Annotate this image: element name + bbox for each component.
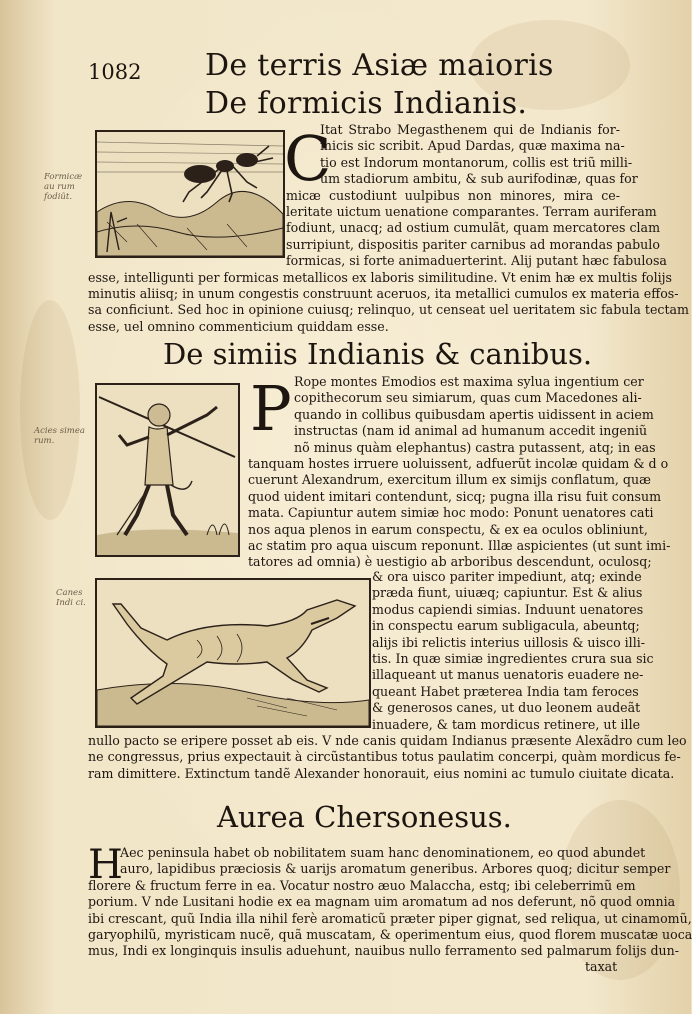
dog-woodcut	[95, 578, 371, 728]
dropcap-c: C	[284, 122, 332, 195]
text-line: ram dimittere. Extinctum tandẽ Alexander honorauit, eius nomini ac tumulo ciuitate dicata.	[88, 765, 675, 781]
dropcap-p: P	[250, 372, 292, 445]
text-line: cuerunt Alexandrum, exercitum illum ex simijs conflatum, quæ	[248, 472, 651, 488]
section-title-ants: De formicis Indianis.	[205, 86, 528, 121]
margin-note-ants: Formicæ au rum fodiũt.	[44, 172, 83, 202]
ape-woodcut	[95, 383, 240, 557]
dropcap-h: H	[88, 842, 123, 888]
text-line: auro, lapidibus præciosis & uarijs aromatum generibus. Arbores quoq; dicitur semper	[120, 861, 671, 877]
text-line: porium. V nde Lusitani hodie ex ea magnam uim aromatum ad nos deferunt, nõ quod omnia	[88, 894, 676, 910]
text-line: ac statim pro aqua uiscum reponunt. Illæ aspicientes (ut sunt imi-	[248, 538, 671, 553]
text-line: minutis aliisq; in unum congestis construunt aceruos, ita metallici cumulos ex materia effos-	[88, 286, 679, 301]
text-line: tis. In quæ simiæ ingredientes crura sua sic	[372, 651, 654, 666]
text-line: micis sic scribit. Apud Dardas, quæ maxima na-	[320, 138, 625, 154]
text-line: nõ minus quàm elephantus) castra putassent, atq; in eas	[294, 439, 656, 455]
text-line: modus capiendi simias. Induunt uenatores	[372, 601, 644, 617]
margin-note-dogs: Canes Indi ci.	[56, 588, 86, 608]
text-line: ne congressus, prius expectauit à circũstantibus totus paulatim concerpi, quàm mordicus fe-	[88, 749, 681, 765]
text-line: surripiunt, dispositis pariter carnibus ad morandas pabulo	[286, 236, 660, 252]
text-line: Rope montes Emodios est maxima sylua ingentium cer	[294, 374, 644, 389]
text-line: præda fiunt, uiuæq; capiuntur. Est & alius	[372, 585, 643, 601]
text-line: mata. Capiuntur autem simiæ hoc modo: Ponunt uenatores cati	[248, 505, 654, 521]
text-line: quod uident imitari contendunt, sicq; pugna illa risu fuit consum	[248, 488, 662, 504]
text-line: micæ custodiunt uulpibus non minores, mira ce-	[286, 187, 620, 203]
text-line: queant Habet præterea India tam feroces	[372, 683, 639, 699]
text-line: tanquam hostes irruere uoluissent, adfuerũt incolæ quidam & d o	[248, 456, 669, 471]
text-line: leritate uictum uenatione comparantes. Terram auriferam	[286, 204, 657, 219]
text-line: & ora uisco pariter impediunt, atq; exinde	[372, 569, 642, 584]
text-line: florere & fructum ferre in ea. Vocatur nostro æuo Malaccha, estq; ibi celeberrimũ em	[88, 877, 636, 893]
section-title-chersonese: Aurea Chersonesus.	[217, 800, 512, 834]
catchword: taxat	[585, 959, 618, 974]
text-line: quando in collibus quibusdam apertis uidissent in aciem	[294, 406, 654, 422]
text-line: Itat Strabo Megasthenem qui de Indianis for-	[320, 122, 620, 137]
text-line: mus, Indi ex longinquis insulis aduehunt, nauibus nullo ferramento sed palmarum folijs dun-	[88, 943, 680, 959]
text-line: instructas (nam id animal ad humanum accedit ingeniũ	[294, 423, 648, 439]
text-line: alijs ibi relictis interius uillosis & uisco illi-	[372, 634, 646, 650]
text-line: inuadere, & tam mordicus retinere, ut ille	[372, 716, 641, 732]
ants-woodcut	[95, 130, 285, 258]
text-line: esse, intelligunti per formicas metallicos ex laboris similitudine. Vt enim hæ ex multis folijs	[88, 269, 673, 285]
page-title: De terris Asiæ maioris	[205, 48, 554, 83]
text-line: nullo pacto se eripere posset ab eis. V nde canis quidam Indianus præsente Alexãdro cum leo	[88, 733, 687, 748]
text-line: Aec peninsula habet ob nobilitatem suam hanc denominationem, eo quod abundet	[120, 845, 646, 860]
margin-note-apes: Acies simea rum.	[34, 426, 85, 446]
text-line: copithecorum seu simiarum, quas cum Macedones ali-	[294, 390, 642, 406]
text-line: tatores ad omnia) è uestigio ab arboribus descendunt, oculosq;	[248, 554, 652, 570]
text-line: nos aqua plenos in earum conspectu, & ex ea oculos obliniunt,	[248, 521, 648, 537]
text-line: fodiunt, unacq; ad ostium cumulãt, quam mercatores clam	[286, 220, 661, 236]
page-number: 1082	[88, 60, 142, 84]
text-line: esse, uel omnino commenticium quiddam esse.	[88, 318, 389, 334]
text-line: tio est Indorum montanorum, collis est triũ milli-	[320, 154, 633, 170]
text-line: um stadiorum ambitu, & sub aurifodinæ, quas for	[320, 171, 638, 187]
text-line: sa conficiunt. Sed hoc in opinione cuiusq; relinquo, ut censeat uel ueritatem sic fabula tectam	[88, 302, 689, 318]
text-line: & generosos canes, ut duo leonem audeãt	[372, 700, 641, 716]
text-line: in conspectu earum subligacula, abeuntq;	[372, 618, 640, 634]
text-line: illaqueant ut manus uenatoris euadere ne-	[372, 667, 644, 683]
text-line: ibi crescant, quũ India illa nihil ferè aromaticũ præter piper gignat, sed reliqua, ut cinamomũ,	[88, 910, 692, 926]
text-line: garyophilũ, myristicam nucẽ, quã muscatam, & operimentum eius, quod florem muscatæ uoca	[88, 927, 692, 942]
text-line: formicas, si forte animaduerterint. Alij putant hæc fabulosa	[286, 253, 667, 269]
section-title-apes-dogs: De simiis Indianis & canibus.	[163, 337, 593, 371]
